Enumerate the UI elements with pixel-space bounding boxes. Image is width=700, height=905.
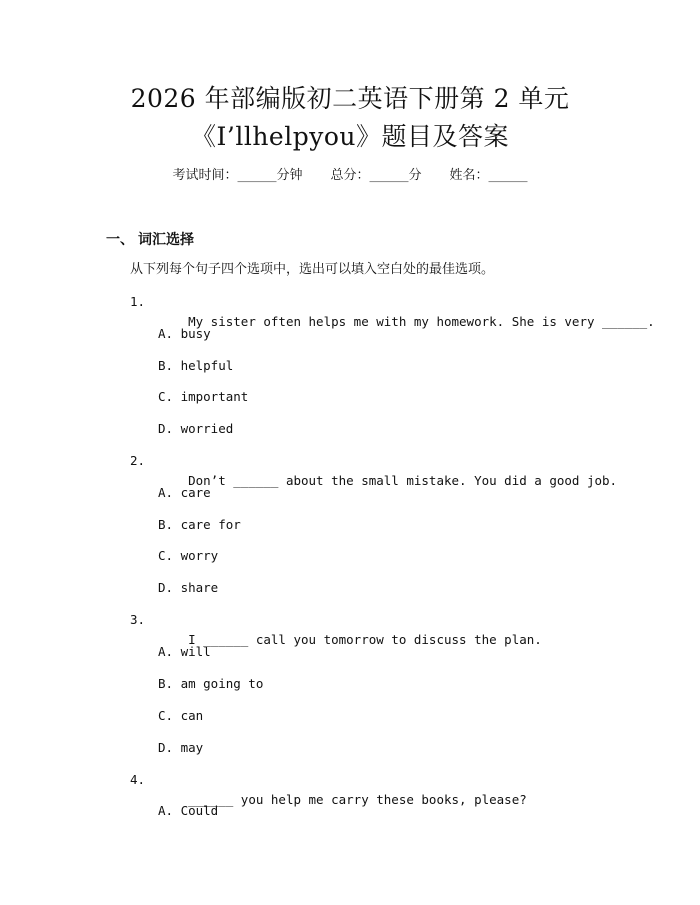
question-text: I ______ call you tomorrow to discuss the plan. (188, 632, 542, 647)
exam-meta (0, 166, 700, 186)
option: D. share (158, 580, 219, 595)
question-text: Don’t ______ about the small mistake. You did a good job. (188, 473, 618, 488)
option: C. worry (158, 548, 219, 563)
option: A. care (158, 485, 211, 500)
question-number: 1. (130, 294, 146, 309)
title-line-1: 2026 年部编版初二英语下册第 2 单元 (130, 84, 570, 113)
title-line-2: 《I’llhelpyou》题目及答案 (191, 122, 509, 151)
question-text: My sister often helps me with my homework. She is very ______. (188, 314, 655, 329)
exam-total-score: 总分：______分 (330, 168, 422, 183)
option: A. Could (158, 803, 219, 818)
option: B. care for (158, 517, 241, 532)
section-number: 一、 (106, 232, 134, 248)
option: D. worried (158, 421, 234, 436)
option: A. busy (158, 326, 211, 341)
question-number: 4. (130, 772, 146, 787)
option: B. am going to (158, 676, 264, 691)
option: C. can (158, 708, 204, 723)
question-1 (130, 292, 655, 352)
section-heading (106, 230, 194, 250)
exam-time: 考试时间：______分钟 (172, 168, 303, 183)
section-title: 词汇选择 (138, 232, 194, 248)
question-4 (130, 770, 527, 830)
question-2 (130, 451, 618, 511)
section-instruction: 从下列每个句子四个选项中，选出可以填入空白处的最佳选项。 (130, 262, 495, 277)
question-3 (130, 610, 542, 670)
question-number: 3. (130, 612, 146, 627)
option: A. will (158, 644, 211, 659)
question-number: 2. (130, 453, 146, 468)
option: D. may (158, 740, 204, 755)
exam-name: 姓名：______ (449, 168, 528, 183)
question-text: ______ you help me carry these books, please? (188, 792, 527, 807)
option: C. important (158, 389, 249, 404)
option: B. helpful (158, 358, 234, 373)
